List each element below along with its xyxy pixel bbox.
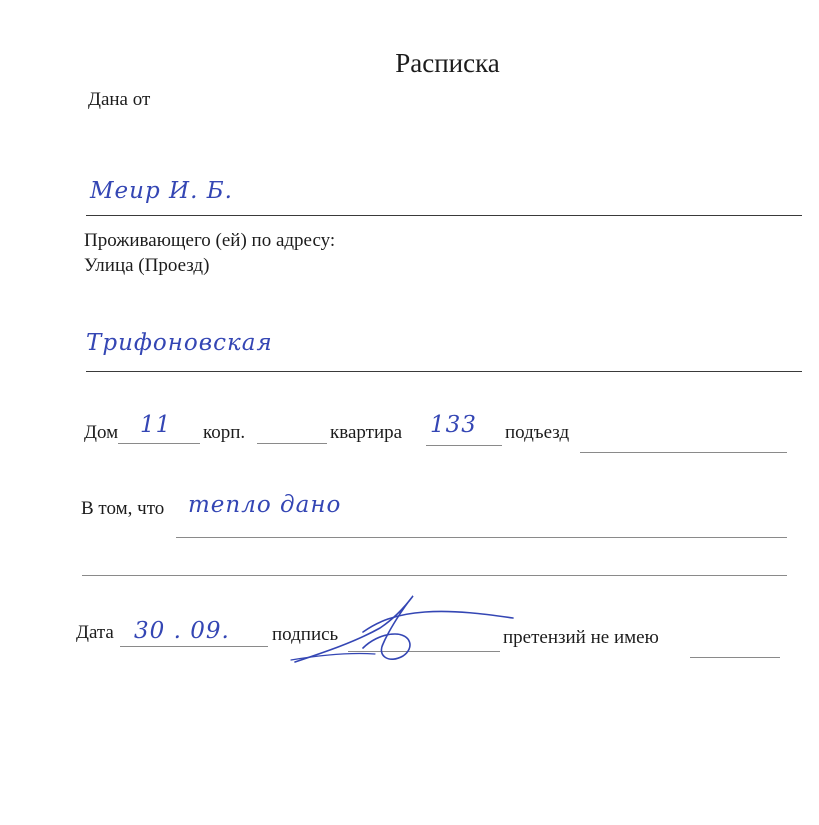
- handwritten-signature: [285, 590, 525, 670]
- residing-label: Проживающего (ей) по адресу:: [84, 230, 336, 251]
- page-title: Расписка: [395, 48, 500, 78]
- given-by-fill-line: [86, 215, 802, 216]
- house-fill-line: [118, 443, 200, 444]
- no-claims-fill-line: [690, 657, 780, 658]
- apartment-label: квартира: [330, 422, 403, 443]
- reason-label: В том, что: [81, 498, 165, 519]
- date-fill-line: [120, 646, 268, 647]
- given-by-value: Меир И. Б.: [90, 178, 233, 204]
- apartment-value: 133: [430, 412, 477, 438]
- street-value: Трифоновская: [86, 330, 273, 356]
- entrance-label: подъезд: [505, 422, 570, 443]
- reason-fill-line: [176, 537, 787, 538]
- house-value: 11: [140, 412, 172, 438]
- date-value: 30 . 09.: [134, 618, 230, 644]
- house-label: Дом: [84, 422, 119, 443]
- given-by-label: Дана от: [88, 89, 151, 110]
- street-label: Улица (Проезд): [84, 255, 210, 276]
- no-claims-label: претензий не имею: [503, 627, 659, 648]
- reason-fill-line-2: [82, 575, 787, 576]
- entrance-fill-line: [580, 452, 787, 453]
- date-label: Дата: [76, 622, 114, 643]
- building-fill-line: [257, 443, 327, 444]
- street-fill-line: [86, 371, 802, 372]
- reason-value: тепло дано: [188, 492, 342, 518]
- signature-label: подпись: [272, 624, 339, 645]
- apartment-fill-line: [426, 445, 502, 446]
- building-label: корп.: [203, 422, 246, 443]
